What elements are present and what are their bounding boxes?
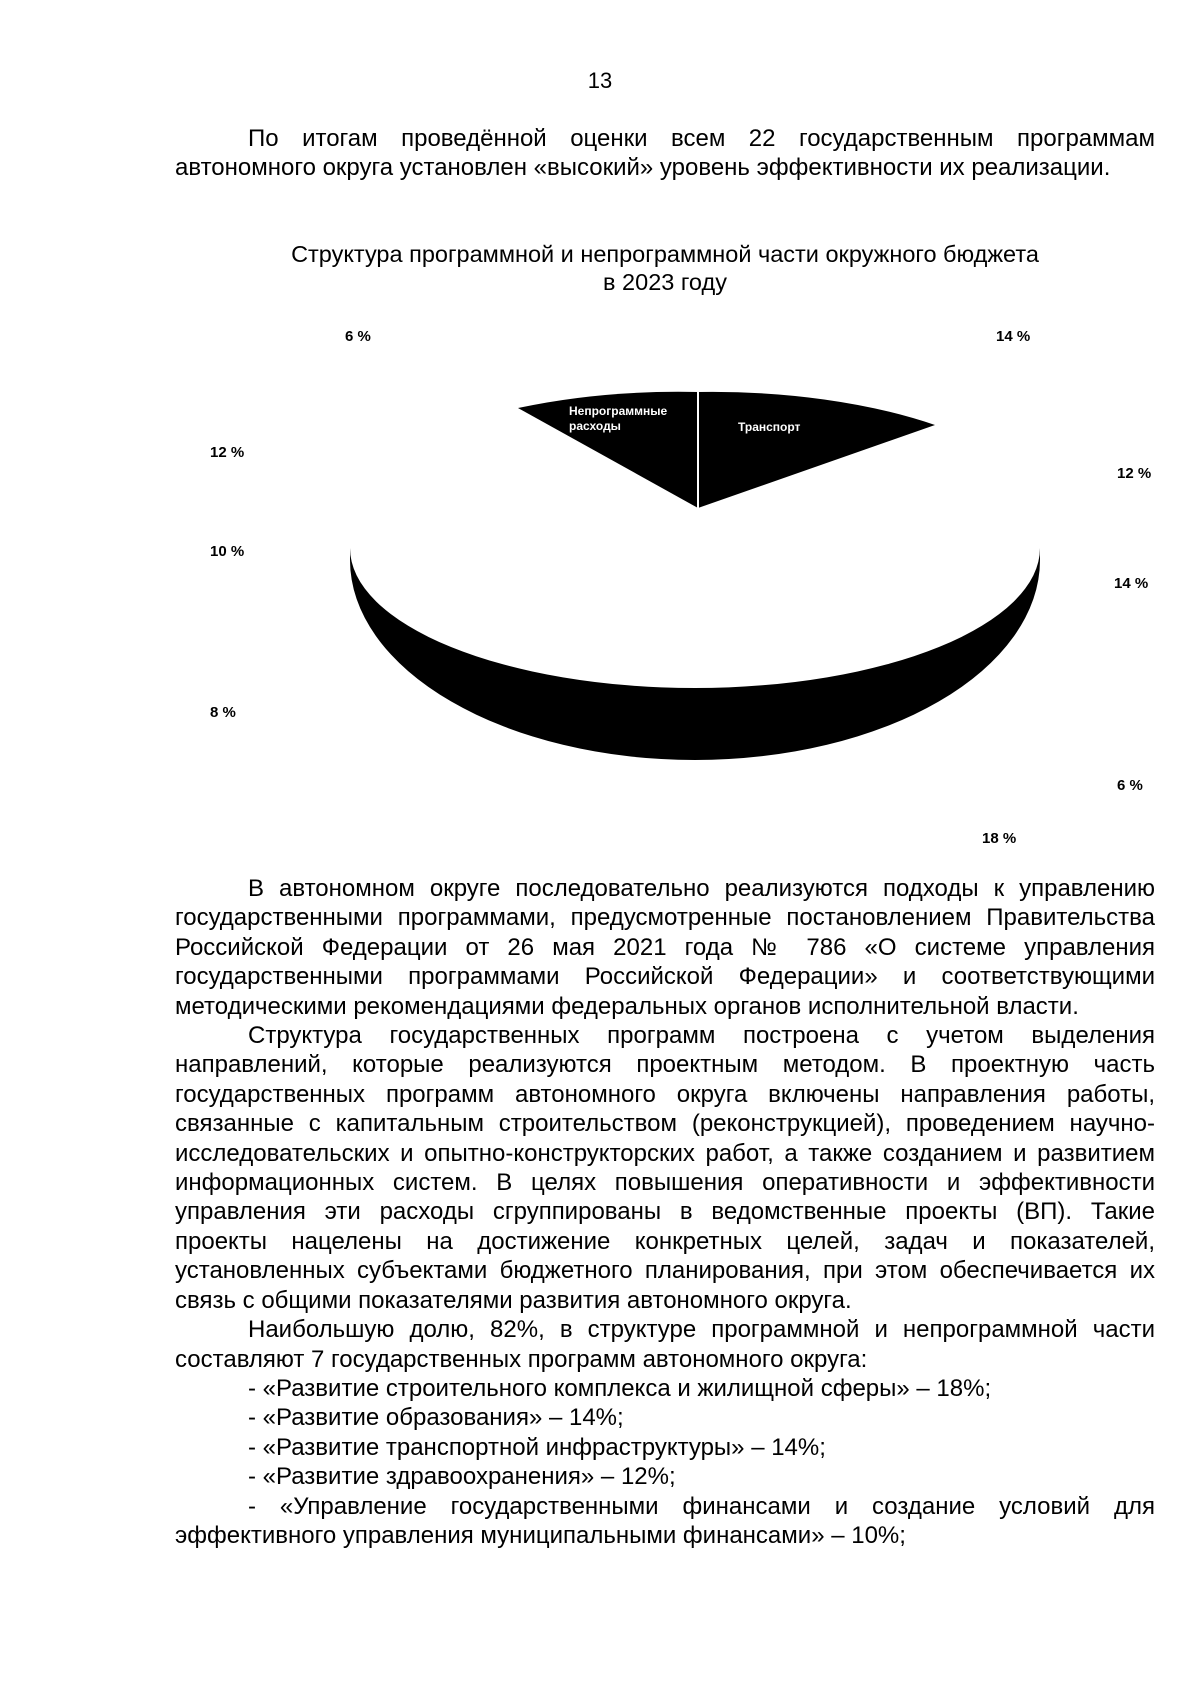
body-text bbox=[175, 874, 1155, 1550]
list-item: - «Развитие здравоохранения» – 12%; bbox=[248, 1463, 676, 1491]
slice-label-transport: Транспорт bbox=[738, 420, 801, 434]
pct-label-4: 12 % bbox=[1117, 465, 1152, 482]
slice-label-nonprogram: Непрограммные bbox=[569, 404, 668, 418]
slice-transport bbox=[698, 392, 935, 508]
pct-label-5: 10 % bbox=[210, 543, 245, 560]
pct-label-3: 12 % bbox=[210, 444, 245, 461]
page-number: 13 bbox=[587, 68, 613, 93]
pct-label-8: 6 % bbox=[1117, 777, 1143, 794]
pct-label-1: 6 % bbox=[345, 328, 371, 345]
pct-label-2: 14 % bbox=[996, 328, 1031, 345]
body-paragraph-2: Структура государственных программ построена с учетом выделения направлений, которые реализуются проектным методом. В проектную часть государственных программ автономного округа включены направления работы, связанные с капитальным строительством (реконструкцией), проведением научно-исследовательских и опытно-конструкторских работ, а также созданием и развитием информационных систем. В целях повышения оперативности и эффективности управления эти расходы сгруппированы в ведомственные проекты (ВП). Такие проекты нацелены на достижение конкретных целей, задач и показателей, установленных субъектами бюджетного планирования, при этом обеспечивается их связь с общими показателями развития автономного округа. bbox=[175, 1022, 1155, 1314]
body-paragraph-1: В автономном округе последовательно реализуются подходы к управлению государственными программами, предусмотренные постановлением Правительства Российской Федерации от 26 мая 2021 года № 786 «О системе управления государственными программами Российской Федерации» и соответствующими методическими рекомендациями федеральных органов исполнительной власти. bbox=[175, 875, 1155, 1020]
pct-label-9: 18 % bbox=[982, 830, 1017, 847]
list-item: - «Развитие образования» – 14%; bbox=[248, 1404, 624, 1432]
pct-label-6: 14 % bbox=[1114, 575, 1149, 592]
chart-title-line-1: Структура программной и непрограммной части окружного бюджета bbox=[291, 241, 1039, 267]
body-paragraph-3: Наибольшую долю, 82%, в структуре программной и непрограммной части составляют 7 государственных программ автономного округа: bbox=[175, 1316, 1155, 1373]
slice-label-nonprogram-line2: расходы bbox=[569, 419, 621, 433]
pct-label-7: 8 % bbox=[210, 704, 236, 721]
chart-title-line-2: в 2023 году bbox=[603, 269, 727, 295]
list-item: - «Развитие транспортной инфраструктуры» – 14%; bbox=[248, 1433, 826, 1461]
intro-paragraph: По итогам проведённой оценки всем 22 государственным программам автономного округа установлен «высокий» уровень эффективности их реализации. bbox=[175, 125, 1155, 182]
list-item: - «Управление государственными финансами и создание условий для эффективного управления муниципальными финансами» – 10%; bbox=[175, 1492, 1155, 1549]
list-item: - «Развитие строительного комплекса и жилищной сферы» – 18%; bbox=[248, 1374, 992, 1402]
pie-side-band bbox=[350, 548, 1040, 760]
